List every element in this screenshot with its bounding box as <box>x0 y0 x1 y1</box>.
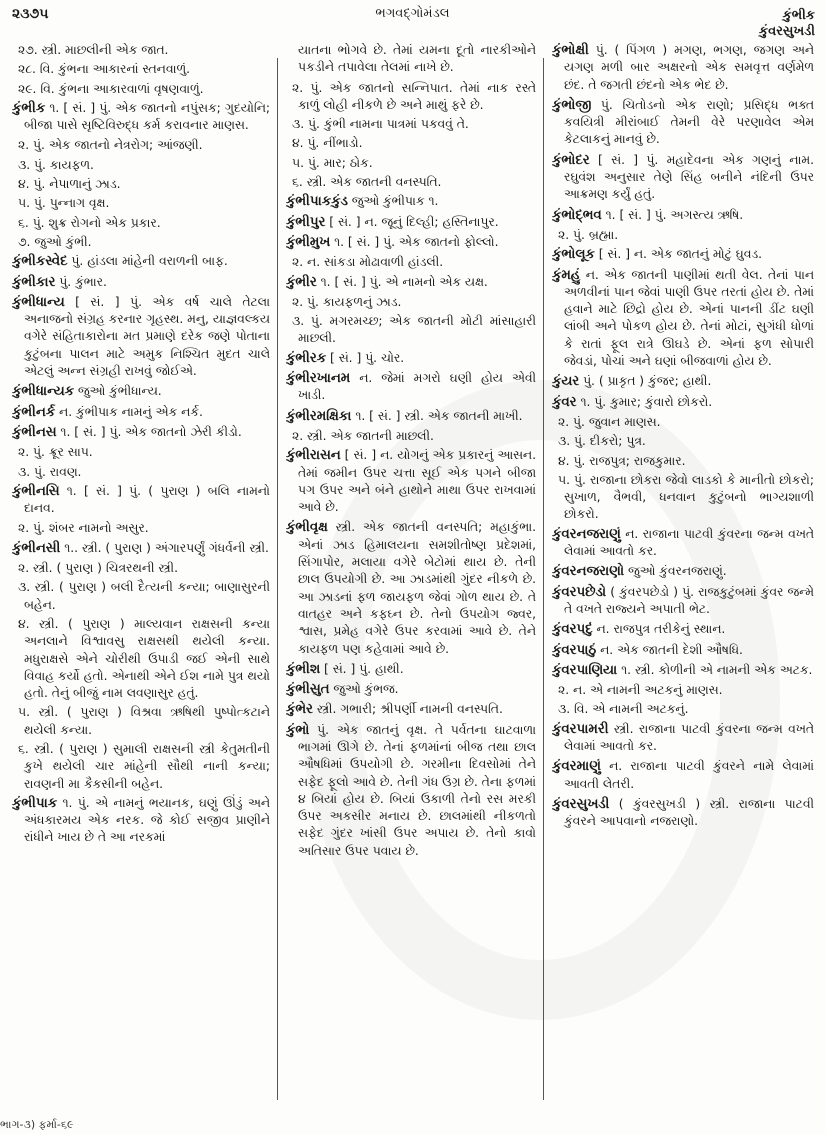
definition-text: ૧. [ સં. ] પું. એ નામનો એક યક્ષ. <box>316 274 488 289</box>
definition-text: ૫. પું. પુન્નાગ વૃક્ષ. <box>18 196 110 211</box>
entry-sense <box>12 157 270 174</box>
entry-sense <box>12 137 270 154</box>
dictionary-entry <box>552 621 814 638</box>
definition-text: ૨૭. સ્ત્રી. માછલીની એક જાત. <box>18 43 169 57</box>
dictionary-entry <box>12 253 270 270</box>
entry-sense <box>12 741 270 793</box>
entry-sense <box>12 579 270 614</box>
entry-sense <box>286 135 536 152</box>
headword: કુંભોદર <box>552 152 590 168</box>
headword: કુંભીક <box>12 100 46 116</box>
headword: કુંવરનજરાણું <box>552 526 621 542</box>
dictionary-entry <box>286 701 536 718</box>
definition-text: ૫. પું. માર; ઠોક. <box>292 155 373 170</box>
definition-text: પું. ચિતોડનો એક રાણો; પ્રસિદ્ધ ભક્ત કવયિત્રી મીરાંબાઈ તેમની વેરે પરણાવેલ એમ કેટલાકનું માનવું છે. <box>564 97 814 147</box>
entry-sense <box>552 433 814 450</box>
entry-sense <box>12 444 270 461</box>
headword: કુંવર <box>552 394 577 410</box>
dictionary-entry <box>552 662 814 679</box>
definition-text: સ્ત્રી. એક જાતની વનસ્પતિ; મહાકુંભા. એનાં ઝાડ હિમાલયના સમશીતોષ્ણ પ્રદેશમાં, સિંગાપોર, મલાયા વગેરે બેટોમાં થાય છે. તેની છાલ ઉપયોગી છે. આ ઝાડમાંથી ગુંદર નીકળે છે. આ ઝાડનાં ફળ જાયફળ જેવાં ગોળ થાય છે. તે વાતહર અને કફઘ્ન છે. તેનો ઉપયોગ જ્વર, શ્વાસ, પ્રમેહ વગેરે ઉપર કરવામાં આવે છે. તેને કાયફળ પણ કહેવામાં આવે છે. <box>298 520 536 656</box>
entry-sense <box>12 520 270 537</box>
column-2 <box>286 42 536 1102</box>
headword: કુંભીધાન્ય <box>12 294 65 310</box>
definition-text: ૨. પું. એક જાતનો સન્નિપાત. તેમાં નાક રસ્તે કાળું લોહી નીકળે છે અને માથું ફરે છે. <box>292 80 536 112</box>
definition-text: પું. કુંભાર. <box>55 274 107 289</box>
definition-text: [ સં. ] પું. ચોર. <box>326 350 405 365</box>
definition-text: પું. ( પ્રાકૃત ) કુંજર; હાથી. <box>579 374 712 389</box>
entry-sense <box>12 616 270 702</box>
headword: કુંભીપાકકુંડ <box>286 194 348 210</box>
definition-text: ( કુંવરસુખડી ) સ્ત્રી. રાજાના પાટવી કુંવરને આપવાનો નજરાણો. <box>564 796 814 829</box>
definition-text: ૨. સ્ત્રી. એક જાતની માછલી. <box>292 428 434 443</box>
headword: કુંભોક્ષી <box>552 43 589 58</box>
definition-text: ૩. વિ. એ નામની અટકનું. <box>558 702 689 717</box>
dictionary-entry <box>286 519 536 657</box>
headword: કુંવરમાણું <box>552 759 601 775</box>
dictionary-entry <box>286 370 536 405</box>
dictionary-entry <box>552 584 814 619</box>
dictionary-entry <box>552 563 814 580</box>
dictionary-entry <box>552 758 814 793</box>
definition-text: ૪. પું. નેપાળાનું ઝાડ. <box>18 177 121 192</box>
definition-text: ૨. પું. કાયફળનું ઝાડ. <box>292 294 402 309</box>
dictionary-entry <box>286 193 536 210</box>
definition-text: ન. એક જાતની પાણીમાં થતી વેલ. તેનાં પાન અળવીનાં પાન જેવાં પાણી ઉપર તરતાં હોય છે. તેમાં હવાને માટે છિદ્રો હોય છે. એનાં પાનની ડીંટ ઘણી લાંબી અને પોકળ હોય છે. તેનાં મોટાં, સુગંધી ધોળાં કે રાતાં ફૂલ રાત્રે ઊઘડે છે. એનાં ફળ સોપારી જેવડાં, પોચાં અને ઘણાં બીજવાળાં હોય છે. <box>564 267 814 369</box>
guide-words <box>759 8 815 40</box>
definition-text: ૬. સ્ત્રી. એક જાતની વનસ્પતિ. <box>292 175 442 190</box>
headword: કુંભો <box>286 722 310 738</box>
page-footer: ભાગ-૩) ફર્મા-૬૯ <box>0 1118 74 1131</box>
definition-text: ૨. પું. એક જાતનો નેત્રરોગ; આંજણી. <box>18 138 203 153</box>
dictionary-entry <box>12 274 270 291</box>
entry-sense <box>286 294 536 311</box>
headword: કુંભીરાસન <box>286 448 341 464</box>
entry-sense <box>12 81 270 98</box>
headword: કુંભીશ <box>286 661 321 677</box>
definition-text: ૧. [ સં. ] સ્ત્રી. એક જાતની માખી. <box>351 408 523 423</box>
definition-text: ૨. ન. એ નામની અટકનું માણસ. <box>558 683 723 698</box>
dictionary-entry <box>12 795 270 847</box>
definition-text: ૨. પું. ક્રૂર સાપ. <box>18 445 93 460</box>
column-divider <box>277 58 278 1100</box>
definition-text: ૨૮. વિ. કુંભના આકારનાં સ્તનવાળું. <box>18 62 191 77</box>
definition-text: [ સં. ] ન. જૂનું દિલ્હી; હસ્તિનાપુર. <box>325 214 499 229</box>
page-title: ભગવદ્ગોમંડલ <box>375 6 450 21</box>
definition-text: [ સં. ] ન. યોગનું એક પ્રકારનું આસન. તેમાં જમીન ઉપર ચત્તા સૂઈ એક પગને બીજા પગ ઉપર અને બંને હાથોને માથા ઉપર રાખવામાં આવે છે. <box>298 448 536 515</box>
guide-word-first: કુંભીક <box>782 8 815 23</box>
column-1 <box>12 42 270 1102</box>
headword: કુંભોદ્ભવ <box>552 207 602 223</box>
definition-text: ન. એક જાતની દેશી ઔષધિ. <box>596 642 743 657</box>
entry-sense <box>286 116 536 133</box>
definition-text: [ સં. ] પું. હાથી. <box>320 661 404 676</box>
definition-text: ૭. જુઓ કુંભી. <box>18 234 92 249</box>
dictionary-entry <box>286 681 536 698</box>
headword: કુંવરસુખડી <box>552 796 610 812</box>
headword: કુંવરપદું <box>552 622 593 638</box>
definition-text: ૪. પું. રાજપુત્ર; રાજકુમાર. <box>558 453 686 468</box>
dictionary-entry <box>286 661 536 678</box>
definition-text: ૨. પું. જુવાન માણસ. <box>558 414 661 429</box>
dictionary-entry <box>12 100 270 135</box>
dictionary-entry <box>552 246 814 263</box>
dictionary-entry <box>286 350 536 367</box>
headword: કુંવરપામરી <box>552 721 609 737</box>
dictionary-entry <box>286 274 536 291</box>
headword: કુંભેર <box>286 702 313 718</box>
definition-text: ૧. [ સં. ] પું. અગસ્ત્ય ઋષિ. <box>601 207 744 222</box>
headword: કુંભોલૂક <box>552 247 595 263</box>
definition-text: ૧. [ સં. ] પું. એક જાતનો ઝેરી કીડો. <box>56 424 242 439</box>
entry-sense <box>552 227 814 244</box>
headword: કુંભીસુત <box>286 682 330 698</box>
dictionary-entry <box>12 404 270 421</box>
dictionary-entry <box>286 447 536 516</box>
definition-text: યાતના ભોગવે છે. તેમાં યમના દૂતો નારકીઓને પકડીને તપાવેલા તેલમાં નાખે છે. <box>298 43 536 75</box>
headword: કુંભીર <box>286 274 317 290</box>
dictionary-entry <box>552 97 814 149</box>
headword: કુંભીનસી <box>12 540 61 556</box>
dictionary-entry <box>552 642 814 659</box>
definition-text: ૫. સ્ત્રી. ( પુરાણ ) વિશ્રવા ઋષિથી પુષ્પોત્કટાને થયેલી કન્યા. <box>18 705 270 737</box>
headword: કુંવરપછેડો <box>552 584 607 600</box>
entry-sense <box>286 313 536 348</box>
entry-sense <box>12 215 270 232</box>
headword: કુંવરપાઠું <box>552 642 597 658</box>
dictionary-entry <box>552 796 814 831</box>
headword: કુંભીરખાનમ <box>286 371 351 387</box>
definition-text: ૨. ન. સાંકડા મોઢાવાળી હાંડલી. <box>292 255 444 270</box>
headword: કુંભીરમક્ષિકા <box>286 408 352 424</box>
dictionary-entry <box>286 408 536 425</box>
dictionary-entry <box>286 234 536 251</box>
definition-text: ૬. સ્ત્રી. ( પુરાણ ) સુમાલી રાક્ષસની સ્ત્રી કેતુમતીની કુખે થયેલી ચાર માંહેની સૌથી નાની કન્યા; રાવણની મા કૈકસીની બહેન. <box>18 741 270 791</box>
definition-text: સ્ત્રી. ગભારી; શ્રીપર્ણી નામની વનસ્પતિ. <box>312 702 503 717</box>
dictionary-entry <box>552 526 814 561</box>
headword: કુંમહું <box>552 267 581 283</box>
definition-text: ૪. સ્ત્રી. ( પુરાણ ) માલ્યવાન રાક્ષસની કન્યા અનલાને વિશ્વાવસુ રાક્ષસથી થયેલી કન્યા. મધુરાક્ષસે એને ચોરીથી ઉપાડી જઈ એની સાથે વિવાહ કર્યો હતો. એનાથી એને ઈશ નામે પુત્ર થયો હતો. તેનું બીજું નામ લવણાસુર હતું. <box>18 616 270 701</box>
dictionary-entry <box>552 373 814 390</box>
entry-sense <box>286 174 536 191</box>
headword: કુંભીપાક <box>12 795 58 811</box>
entry-sense <box>286 254 536 271</box>
definition-text: સ્ત્રી. રાજાના પાટવી કુંવરના જન્મ વખતે લેવામાં આવતો કર. <box>564 721 814 753</box>
dictionary-entry <box>552 207 814 224</box>
definition-text: ન. રાજાના પાટવી કુંવરને નામે લેવામાં આવતી લેતરી. <box>564 759 814 791</box>
entry-sense <box>12 61 270 78</box>
definition-text: ૩. સ્ત્રી. ( પુરાણ ) બલી દૈત્યની કન્યા; બાણાસુરની બહેન. <box>18 580 270 612</box>
dictionary-entry <box>12 294 270 380</box>
page-number: ૨૩૭૫ <box>12 6 49 22</box>
entry-sense <box>552 472 814 524</box>
definition-text: ૨. પું. શંબર નામનો અસુર. <box>18 521 149 536</box>
headword: કુંભીકાર <box>12 274 56 290</box>
definition-text: ૩. પું. કાયફળ. <box>18 157 94 172</box>
column-divider <box>543 58 544 1100</box>
column-3 <box>552 42 814 1102</box>
headword: કુંભોજી <box>552 97 592 113</box>
definition-text: ન. કુંભીપાક નામનું એક નર્ક. <box>55 404 203 419</box>
definition-text: ૨. સ્ત્રી. ( પુરાણ ) ચિત્રરથની સ્ત્રી. <box>18 561 178 576</box>
dictionary-entry <box>552 42 814 94</box>
headword: કુંભીનસિ <box>12 483 60 499</box>
definition-text: પું. ( પિંગળ ) મગણ, ભગણ, જગણ અને યગણ મળી બાર અક્ષરનો એક સમવૃત્ત વર્ણમેળ છંદ. તે જગતી છંદનો એક ભેદ છે. <box>564 43 814 92</box>
definition-text: [ સં. ] પું. એક વર્ષ ચાલે તેટલા અનાજનો સંગ્રહ કરનાર ગૃહસ્થ. મનુ, યાજ્ઞવલ્કય વગેરે સંહિતાકારોના મત પ્રમાણે દરેક જણે પોતાના કુટુંબના પાલન માટે અમુક નિશ્ચિત મુદત ચાલે એટલું અન્ન સંગ્રહી રાખવું જોઈએ. <box>24 294 270 379</box>
headword: કુંભીપુર <box>286 214 326 230</box>
headword: કુંભીનર્ક <box>12 404 56 420</box>
definition-text: [ સં. ] ન. એક જાતનું મોટું ઘુવડ. <box>594 247 763 262</box>
dictionary-entry <box>286 722 536 860</box>
definition-text: પું. હાંડલા માંહેની વરાળની બાફ. <box>67 254 228 269</box>
headword: કુંભીરક <box>286 350 327 366</box>
definition-text: પું. એક જાતનું વૃક્ષ. તે પર્વતના ઘાટવાળા ભાગમાં ઊગે છે. તેનાં ફળમાંનાં બીજ તથા છાલ ઔષધિમાં ઉપયોગી છે. ગરમીના દિવસોમાં તેને સફેદ ફૂલો આવે છે. તેની ગંધ ઉગ્ર છે. તેના ફળમાં ૪ બિયાં હોય છે. બિયાં ઉકાળી તેનો રસ મરકી ઉપર અકસીર મનાય છે. છાલમાંથી નીકળતો સફેદ ગુંદર ખાંસી ઉપર અપાય છે. તેનો કાવો અતિસાર ઉપર પવાય છે. <box>298 722 536 858</box>
headword: કુંવરનજરાણો <box>552 564 625 580</box>
dictionary-entry <box>552 267 814 371</box>
definition-text: [ સં. ] પું. મહાદેવના એક ગણનું નામ. રઘુવંશ અનુસાર તેણે સિંહ બનીને નંદિની ઉપર આક્રમણ કર્યું હતું. <box>564 152 814 202</box>
definition-text: જુઓ કુંભજ. <box>329 682 399 697</box>
entry-sense <box>552 701 814 718</box>
definition-text: ન. રાજાના પાટવી કુંવરના જન્મ વખતે લેવામાં આવતો કર. <box>564 526 814 559</box>
definition-text: જુઓ કુંભીપાક ૧. <box>347 194 439 209</box>
definition-text: ૧.. સ્ત્રી. ( પુરાણ ) અંગારપર્ણું ગંધર્વની સ્ત્રી. <box>60 540 269 555</box>
entry-sense <box>12 234 270 251</box>
entry-sense <box>552 682 814 699</box>
definition-text: જુઓ કુંવરનજરાણું. <box>624 564 727 579</box>
entry-sense <box>286 428 536 445</box>
dictionary-entry <box>12 540 270 557</box>
definition-text: ૩. પું. મગરમચ્છ; એક જાતની મોટી માંસાહારી માછલી. <box>292 314 536 346</box>
dictionary-entry <box>286 214 536 231</box>
definition-text: ૧. [ સં. ] પું. ( પુરાણ ) બલિ નામનો દાનવ. <box>24 483 270 516</box>
headword: કુંભીમુખ <box>286 234 331 250</box>
entry-sense <box>286 155 536 172</box>
entry-sense <box>12 560 270 577</box>
definition-text: ૩. પું. રાવણ. <box>18 464 82 479</box>
definition-text: ૩. પું. દીકરો; પુત્ર. <box>558 434 646 449</box>
dictionary-entry <box>552 721 814 756</box>
headword: કુંવરપાણિયા <box>552 662 618 678</box>
definition-text: ૧. [ સં. ] પું. એક જાતનો નપુંસક; ગુદયોનિ; બીજા પાસે સૃષ્ટિવિરુદ્ધ કર્મ કરાવનાર માણસ. <box>24 100 270 133</box>
definition-text: ૧. સ્ત્રી. કોળીની એ નામની એક અટક. <box>617 662 813 677</box>
definition-text: ૬. પું. શુક્ર રોગનો એક પ્રકાર. <box>18 215 161 230</box>
definition-text: ૧. પું. કુમાર; કુંવારો છોકરો. <box>576 394 713 409</box>
dictionary-entry <box>12 383 270 400</box>
entry-sense <box>12 195 270 212</box>
entry-sense <box>12 464 270 481</box>
definition-text: ૨. પું. બ્રહ્મા. <box>558 227 619 242</box>
entry-continuation <box>286 42 536 77</box>
entry-sense <box>286 80 536 115</box>
definition-text: ન. જેમાં મગરો ઘણી હોય એવી ખાડી. <box>298 371 536 403</box>
headword: કુંભીનસ <box>12 424 57 440</box>
definition-text: ૫. પું. રાજાના છોકરા જેવો લાડકો કે માનીતો છોકરો; સુખાળ, વૈભવી, ધનવાન કુટુંબનો ભાગ્યશાળી છોકરો. <box>558 472 814 522</box>
definition-text: જુઓ કુંભીધાન્ય. <box>74 384 162 399</box>
dictionary-entry <box>552 152 814 204</box>
definition-text: ન. રાજપુત્ર તરીકેનું સ્થાન. <box>592 622 726 637</box>
entry-sense <box>12 704 270 739</box>
definition-text: ૧. [ સં. ] પું. એક જાતનો ફોલ્લો. <box>330 234 499 249</box>
entry-sense <box>552 453 814 470</box>
definition-text: ૩. પું. કુંભી નામના પાત્રમાં પકવવું તે. <box>292 117 469 132</box>
definition-text: ૧. પું. એ નામનું ભયાનક, ઘણું ઊંડું અને અંધકારમય એક નરક. જે કોઈ સજીવ પ્રાણીને રાંધીને ખાય છે તે આ નરકમાં <box>24 795 270 845</box>
entry-sense <box>12 176 270 193</box>
definition-text: ૨૯. વિ. કુંભના આકારવાળાં વૃષણવાળું. <box>18 81 204 96</box>
headword: કુંભીવૃક્ષ <box>286 520 328 536</box>
definition-text: ( કુંવરપછેડો ) પું. રાજકુટુંબમાં કુંવર જન્મે તે વખતે રાજ્યને અપાતી ભેટ. <box>564 584 814 616</box>
definition-text: ૪. પું. નીંભાડો. <box>292 136 363 151</box>
headword: કુંભીધાન્યક <box>12 384 75 400</box>
dictionary-entry <box>12 483 270 518</box>
guide-word-last: કુંવરસુખડી <box>758 24 815 39</box>
dictionary-entry <box>552 394 814 411</box>
dictionary-entry <box>12 424 270 441</box>
headword: કુંયર <box>552 374 580 390</box>
entry-sense <box>552 414 814 431</box>
entry-sense <box>12 42 270 59</box>
headword: કુંભીકસ્વેદ <box>12 254 68 270</box>
